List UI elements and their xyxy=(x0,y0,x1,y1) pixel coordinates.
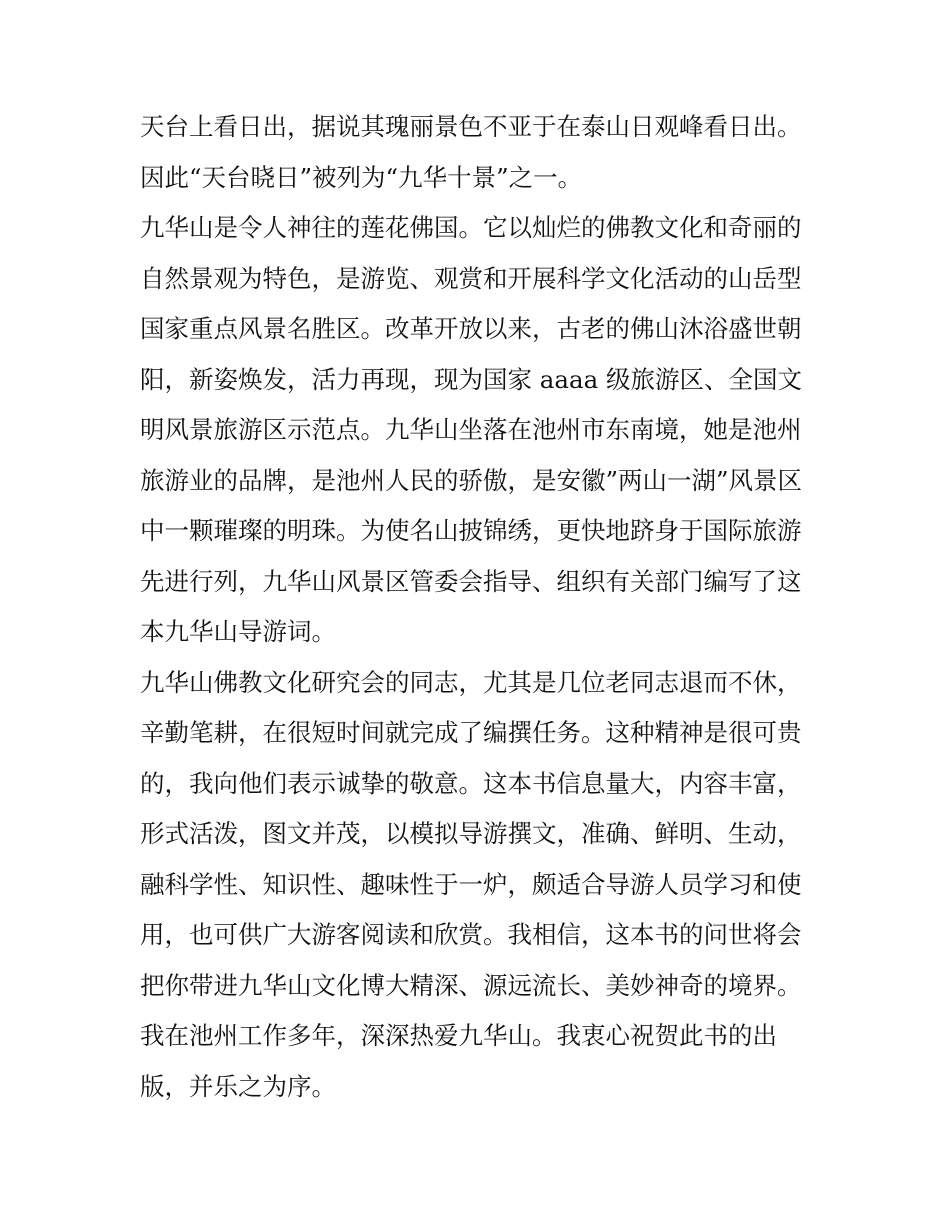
text-line-7: 明风景旅游区示范点。九华山坐落在池州市东南境，她是池州 xyxy=(140,415,802,444)
text-line-19: 我在池州工作多年，深深热爱九华山。我衷心祝贺此书的出 xyxy=(140,1021,777,1050)
text-line-13: 辛勤笔耕，在很短时间就完成了编撰任务。这种精神是很可贵 xyxy=(140,718,802,747)
text-line-11: 本九华山导游词。 xyxy=(140,617,336,646)
text-line-14: 的，我向他们表示诚挚的敬意。这本书信息量大，内容丰富， xyxy=(140,768,802,798)
text-line-1: 天台上看日出，据说其瑰丽景色不亚于在泰山日观峰看日出。 xyxy=(140,112,802,141)
text-line-6: 阳，新姿焕发，活力再现，现为国家 aaaa 级旅游区、全国文 xyxy=(140,364,802,394)
text-line-3: 九华山是令人神往的莲花佛国。它以灿烂的佛教文化和奇丽的 xyxy=(140,213,802,242)
text-line-10: 先进行列，九华山风景区管委会指导、组织有关部门编写了这 xyxy=(140,566,802,596)
text-line-18: 把你带进九华山文化博大精深、源远流长、美妙神奇的境界。 xyxy=(140,970,802,1000)
text-line-4: 自然景观为特色，是游览、观赏和开展科学文化活动的山岳型 xyxy=(140,263,802,293)
text-line-15: 形式活泼，图文并茂，以模拟导游撰文，准确、鲜明、生动， xyxy=(140,819,802,848)
text-line-12: 九华山佛教文化研究会的同志，尤其是几位老同志退而不休， xyxy=(140,667,802,697)
text-line-20: 版，并乐之为序。 xyxy=(140,1071,336,1101)
text-line-8: 旅游业的品牌，是池州人民的骄傲，是安徽”两山一湖”风景区 xyxy=(140,465,803,495)
text-line-16: 融科学性、知识性、趣味性于一炉，颇适合导游人员学习和使 xyxy=(140,869,802,899)
body-text xyxy=(140,102,820,1112)
text-line-5: 国家重点风景名胜区。改革开放以来，古老的佛山沐浴盛世朝 xyxy=(140,314,802,343)
text-line-2: 因此“天台晓日”被列为“九华十景”之一。 xyxy=(140,162,583,192)
text-line-17: 用，也可供广大游客阅读和欣赏。我相信，这本书的问世将会 xyxy=(140,920,802,949)
text-line-9: 中一颗璀璨的明珠。为使名山披锦绣，更快地跻身于国际旅游 xyxy=(140,516,802,545)
